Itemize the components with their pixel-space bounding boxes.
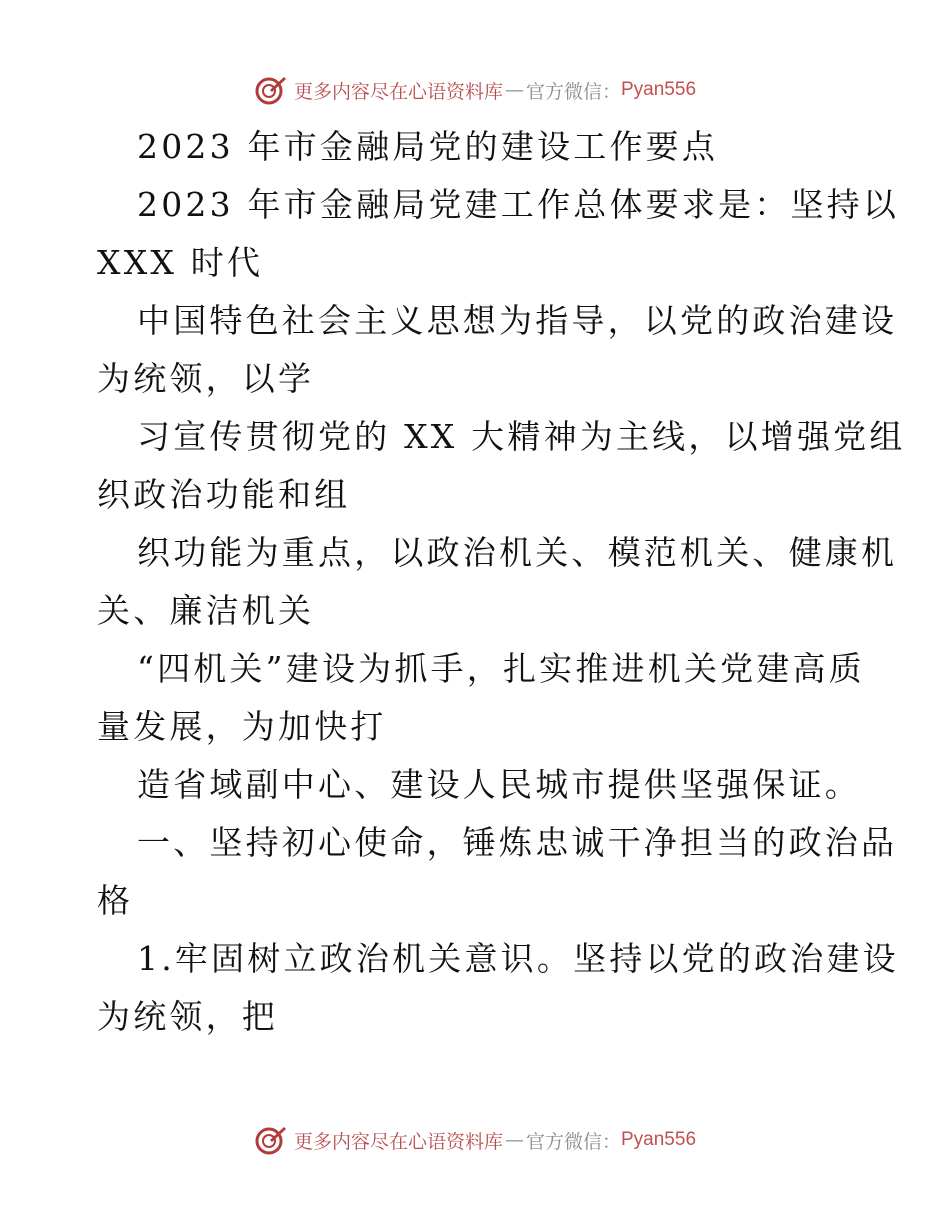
watermark-label: 官方微信： <box>525 80 621 103</box>
doc-line: “四机关”建设为抓手，扎实推进机关党建高质 <box>137 649 865 688</box>
doc-line: 造省域副中心、建设人民城市提供坚强保证。 <box>137 765 861 804</box>
watermark-label: 官方微信： <box>525 1130 621 1153</box>
document-body <box>97 118 906 1046</box>
doc-line: 为统领，把 <box>97 997 278 1036</box>
watermark-dash: — <box>504 1129 524 1151</box>
watermark-wechat-id: Pyan556 <box>621 1129 697 1150</box>
doc-line: XXX 时代 <box>97 243 264 282</box>
doc-line: 关、廉洁机关 <box>97 591 315 630</box>
pen-swirl-logo-icon <box>254 73 288 107</box>
doc-line: 量发展，为加快打 <box>97 707 387 746</box>
doc-line: 中国特色社会主义思想为指导，以党的政治建设 <box>137 301 898 340</box>
doc-line: 习宣传贯彻党的 XX 大精神为主线，以增强党组 <box>137 417 906 456</box>
watermark-dash: — <box>504 79 524 101</box>
doc-line: 织功能为重点，以政治机关、模范机关、健康机 <box>137 533 898 572</box>
header-watermark <box>0 70 950 110</box>
doc-line: 格 <box>97 881 134 920</box>
doc-line: 为统领，以学 <box>97 359 315 398</box>
doc-title: 2023 年市金融局党的建设工作要点 <box>137 127 719 166</box>
footer-watermark <box>0 1120 950 1160</box>
doc-line: 2023 年市金融局党建工作总体要求是：坚持以 <box>137 185 900 224</box>
doc-section-heading: 一、坚持初心使命，锤炼忠诚干净担当的政治品 <box>137 823 898 862</box>
watermark-text: 更多内容尽在心语资料库 <box>293 1130 503 1153</box>
pen-swirl-logo-icon <box>254 1123 288 1157</box>
watermark-text: 更多内容尽在心语资料库 <box>293 80 503 103</box>
watermark-wechat-id: Pyan556 <box>621 79 697 100</box>
doc-line: 织政治功能和组 <box>97 475 351 514</box>
doc-line: 1.牢固树立政治机关意识。坚持以党的政治建设 <box>137 939 899 978</box>
